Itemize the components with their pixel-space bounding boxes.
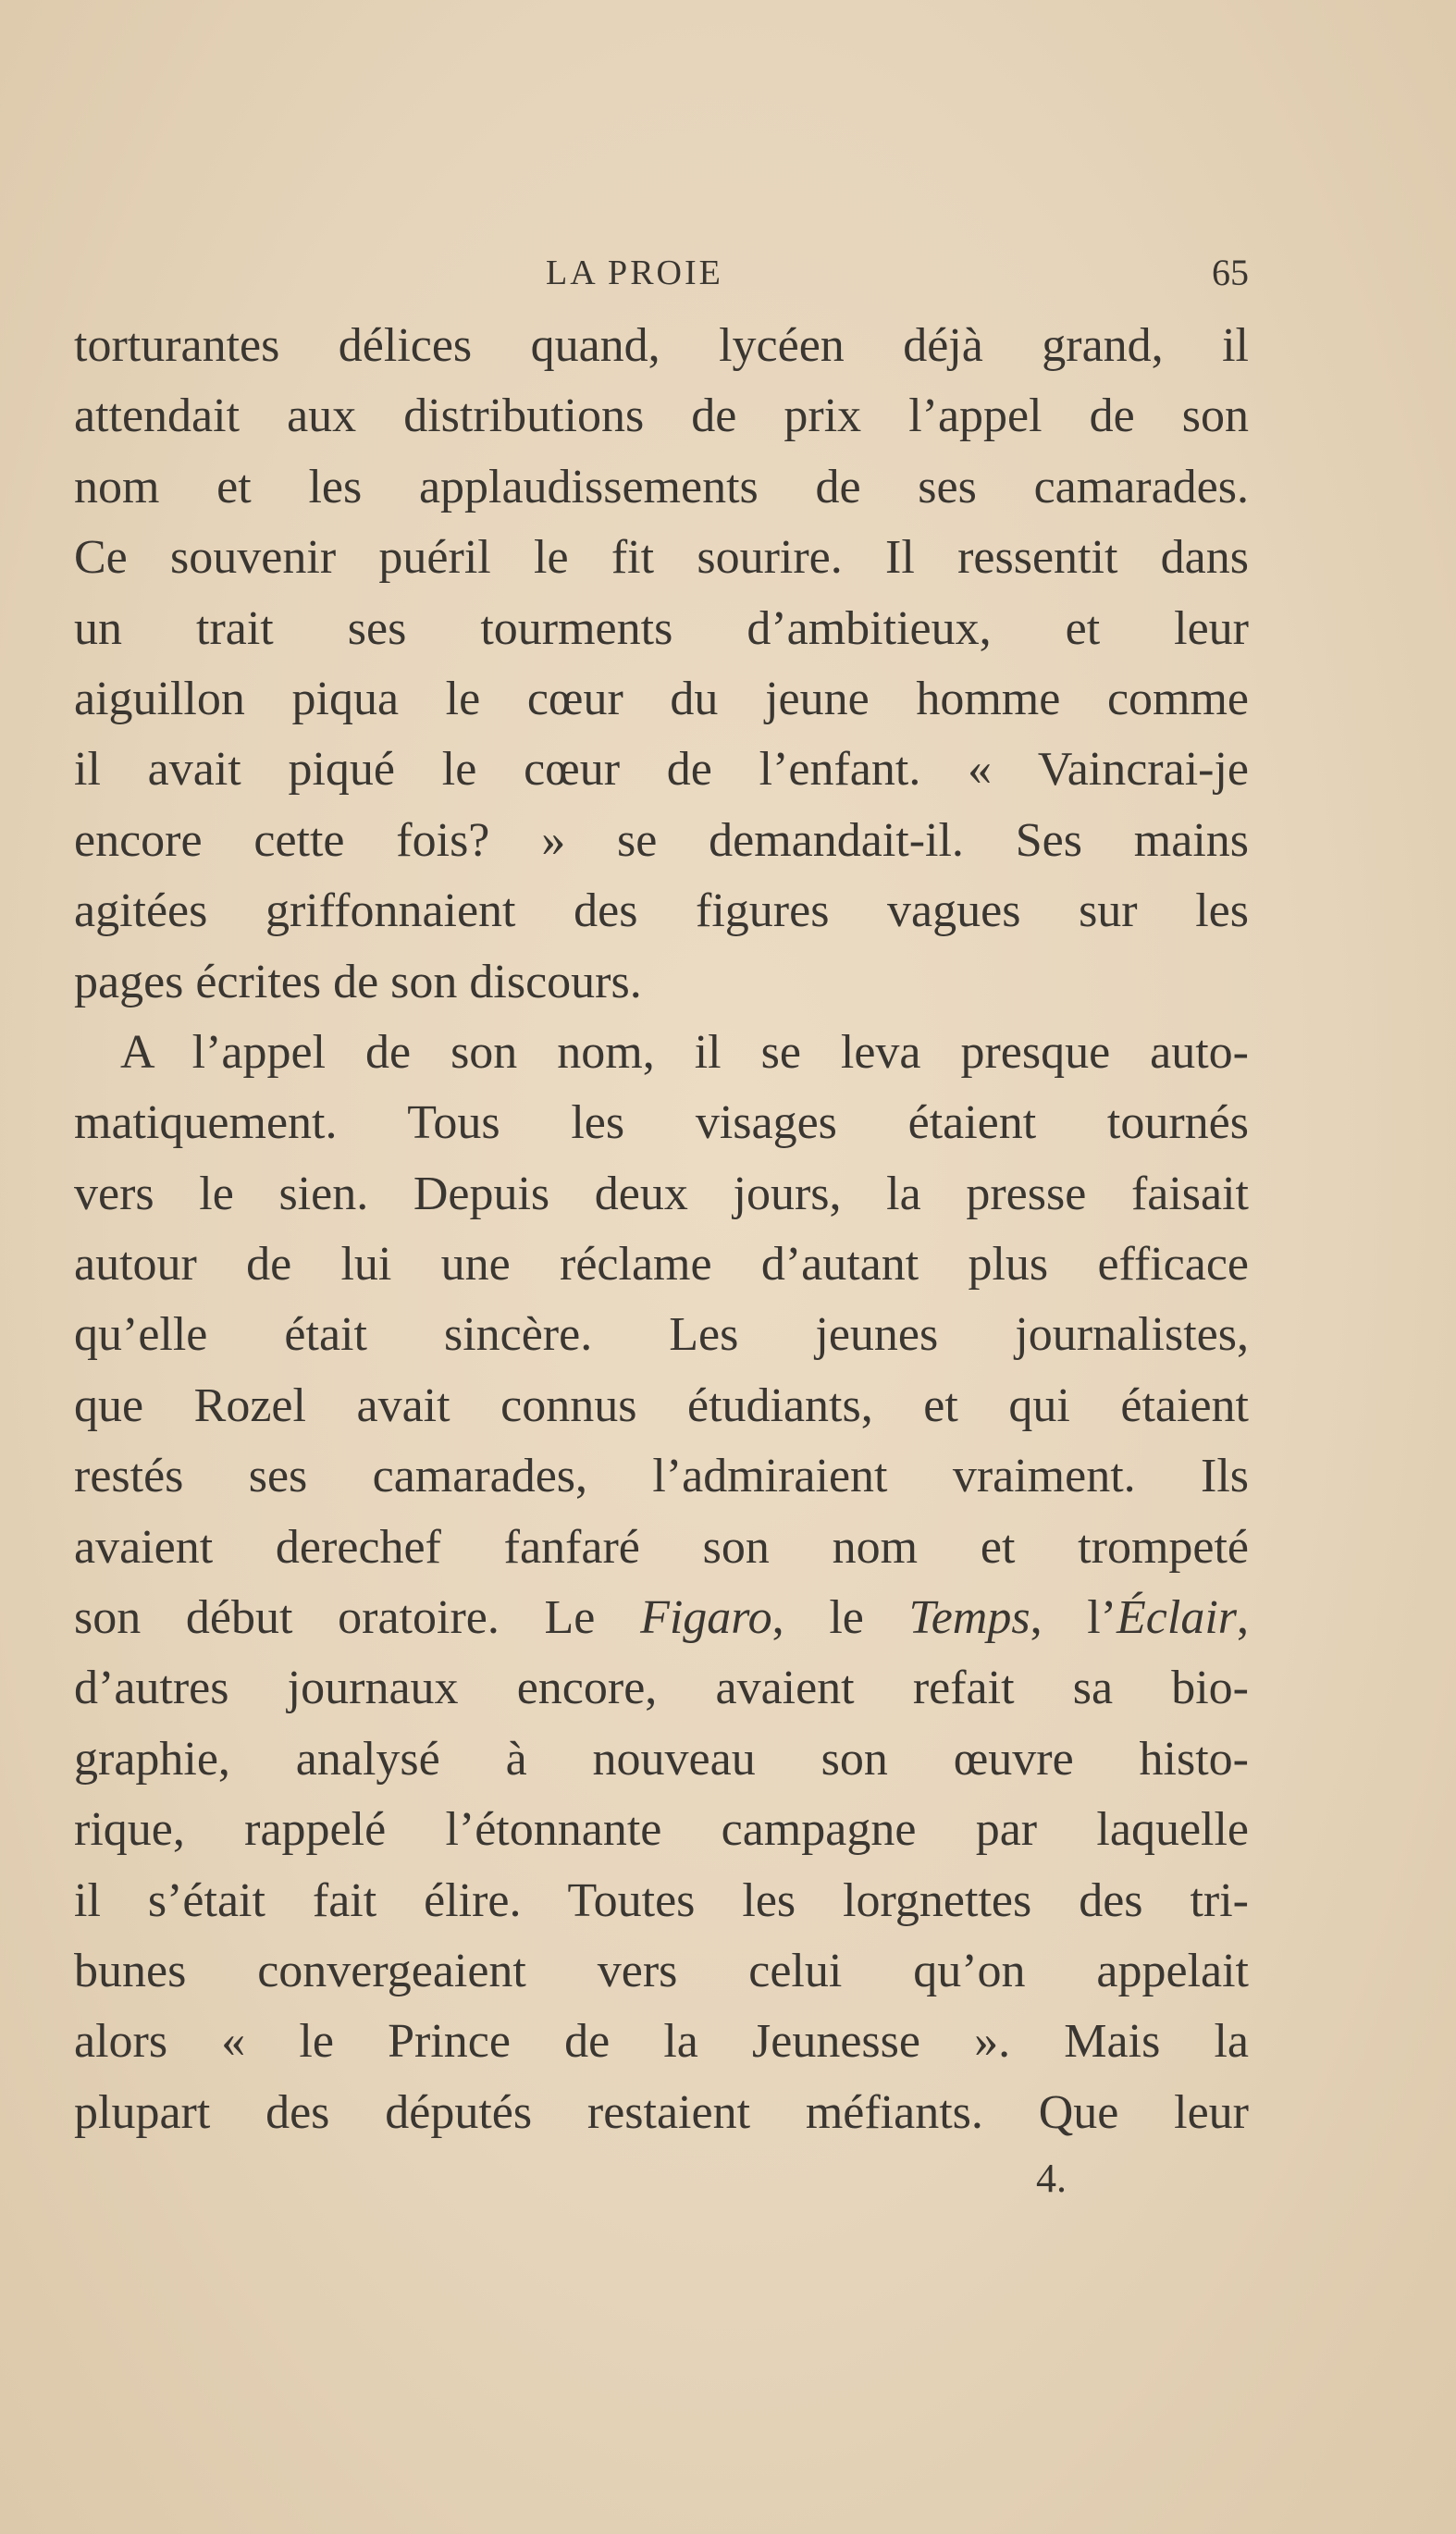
text-line: autour de lui une réclame d’autant plus efficace [74, 1238, 1249, 1292]
text-line: restés ses camarades, l’admiraient vraiment. Ils [74, 1450, 1249, 1503]
text-line: torturantes délices quand, lycéen déjà grand, il [74, 319, 1249, 372]
text-line: aiguillon piqua le cœur du jeune homme comme [74, 672, 1249, 725]
text-fragment: , [1237, 1591, 1250, 1645]
text-line: Ce souvenir puéril le fit sourire. Il ressentit dans [74, 531, 1249, 585]
signature-mark: 4. [1036, 2156, 1067, 2201]
text-line: encore cette fois? » se demandait-il. Ses mains [74, 813, 1249, 867]
text-line: un trait ses tourments d’ambitieux, et leur [74, 601, 1249, 655]
body-text [74, 311, 1249, 2148]
text-line: vers le sien. Depuis deux jours, la presse faisait [74, 1167, 1249, 1220]
text-line: bunes convergeaient vers celui qu’on appelait [74, 1944, 1249, 1997]
text-line-with-titles [74, 1583, 1249, 1653]
running-title: LA PROIE [546, 253, 723, 292]
text-line: graphie, analysé à nouveau son œuvre histo- [74, 1732, 1249, 1786]
newspaper-title-temps: Temps [908, 1591, 1030, 1645]
newspaper-title-eclair: Éclair [1117, 1591, 1238, 1645]
newspaper-title-figaro: Figaro [640, 1591, 772, 1645]
text-fragment: , l’ [1030, 1591, 1117, 1645]
text-line: d’autres journaux encore, avaient refait sa bio- [74, 1662, 1249, 1715]
page-number: 65 [1212, 252, 1249, 293]
text-line: matiquement. Tous les visages étaient tournés [74, 1096, 1249, 1150]
text-line: qu’elle était sincère. Les jeunes journalistes, [74, 1308, 1249, 1362]
text-line: que Rozel avait connus étudiants, et qui étaient [74, 1378, 1249, 1432]
text-fragment: , le [771, 1591, 909, 1645]
text-fragment: son début oratoire. Le [74, 1591, 641, 1645]
text-line: attendait aux distributions de prix l’appel de son [74, 389, 1249, 443]
text-line: il s’était fait élire. Toutes les lorgnettes des tri- [74, 1873, 1249, 1927]
text-line: rique, rappelé l’étonnante campagne par laquelle [74, 1803, 1249, 1857]
paragraph-start-line: A l’appel de son nom, il se leva presque auto- [120, 1025, 1249, 1079]
text-line: nom et les applaudissements de ses camarades. [74, 460, 1249, 513]
text-line: plupart des députés restaient méfiants. Que leur [74, 2085, 1249, 2139]
paragraph-end-line: pages écrites de son discours. [74, 955, 642, 1008]
running-head [74, 250, 1249, 296]
text-line: alors « le Prince de la Jeunesse ». Mais la [74, 2015, 1249, 2069]
text-line: il avait piqué le cœur de l’enfant. « Vaincrai-je [74, 743, 1249, 797]
text-line: agitées griffonnaient des figures vagues sur les [74, 884, 1249, 938]
text-line: avaient derechef fanfaré son nom et trompeté [74, 1520, 1249, 1574]
